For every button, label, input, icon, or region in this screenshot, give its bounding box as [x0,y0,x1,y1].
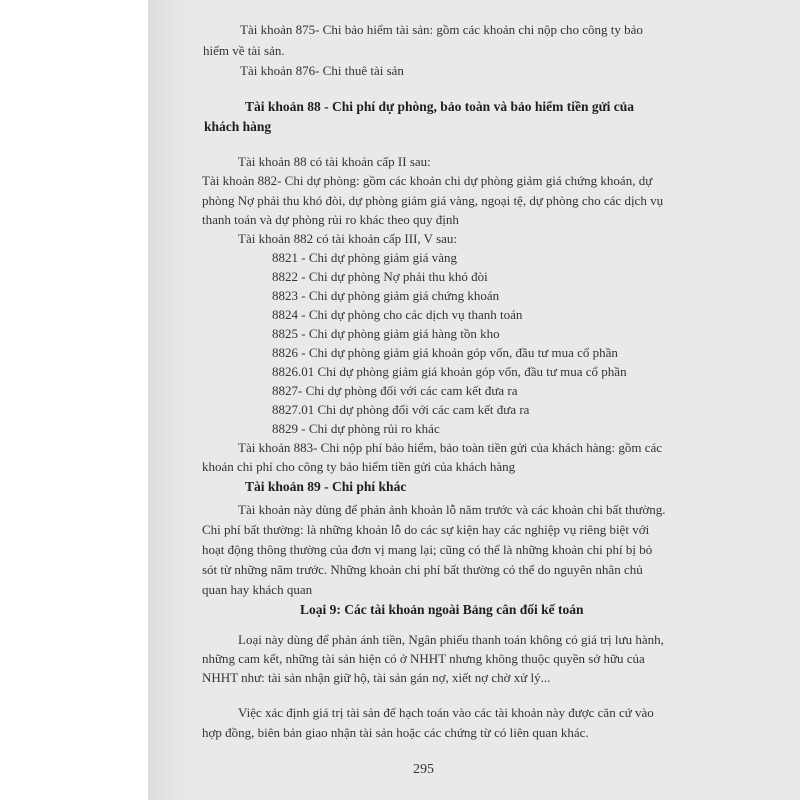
list-item: 8824 - Chi dự phòng cho các dịch vụ thanh toán [272,307,523,322]
text-line: khoản chi phí cho công ty bảo hiểm tiền gửi của khách hàng [202,459,516,474]
text-line: Tài khoản 876- Chi thuê tài sản [240,63,404,78]
text-line: những cam kết, những tài sản hiện có ở NHHT nhưng không thuộc quyền sở hữu của [202,651,645,666]
section-heading: Tài khoản 89 - Chi phí khác [245,479,407,494]
list-item: 8823 - Chi dự phòng giảm giá chứng khoán [272,288,500,303]
section-heading: Tài khoản 88 - Chi phí dự phòng, bảo toàn và bảo hiểm tiền gửi của [245,99,635,114]
text-line: thanh toán và dự phòng rủi ro khác theo quy định [202,212,459,227]
text-line: quan hay khách quan [202,582,313,597]
text-line: sót từ những năm trước. Những khoản chi phí bất thường có thể do nguyên nhân chủ [202,562,643,577]
list-item: 8827- Chi dự phòng đối với các cam kết đưa ra [272,383,518,398]
text-line: Việc xác định giá trị tài sản để hạch toán vào các tài khoản này được căn cứ vào [238,705,654,720]
text-line: hiểm về tài sản. [203,43,285,58]
text-line: phòng Nợ phải thu khó đòi, dự phòng giảm giá vàng, ngoại tệ, dự phòng cho các dịch vụ [202,193,664,208]
list-item: 8825 - Chi dự phòng giảm giá hàng tồn kho [272,326,500,341]
list-item: 8829 - Chi dự phòng rủi ro khác [272,421,440,436]
section-heading-cont: khách hàng [204,119,272,134]
text-line: Tài khoản 88 có tài khoản cấp II sau: [238,154,431,169]
list-item: 8826.01 Chi dự phòng giảm giá khoản góp vốn, đầu tư mua cổ phần [272,364,627,379]
text-line: Tài khoản 882- Chi dự phòng: gồm các khoản chi dự phòng giảm giá chứng khoán, dự [202,173,653,188]
text-line: hoạt động thông thường của đơn vị mang lại; cũng có thể là những khoản chi phí bị bỏ [202,542,653,557]
list-item: 8822 - Chi dự phòng Nợ phải thu khó đòi [272,269,488,284]
text-line: Tài khoản 882 có tài khoản cấp III, V sau: [238,231,458,246]
text-line: Loại này dùng để phản ánh tiền, Ngân phiếu thanh toán không có giá trị lưu hành, [238,632,664,647]
text-line: Tài khoản 875- Chi bảo hiểm tài sản: gồm các khoản chi nộp cho công ty bảo [240,22,643,37]
text-line: Tài khoản này dùng để phản ảnh khoản lỗ năm trước và các khoản chi bất thường. [238,502,666,517]
page-number: 295 [413,762,434,777]
list-item: 8826 - Chi dự phòng giảm giá khoản góp vốn, đầu tư mua cổ phần [272,345,618,360]
text-line: hợp đồng, biên bản giao nhận tài sản hoặc các chứng từ có liên quan khác. [202,725,589,740]
text-line: Tài khoản 883- Chi nộp phí bảo hiểm, bảo toàn tiền gửi của khách hàng: gồm các [238,440,663,455]
text-line: Chi phí bất thường: là những khoản lỗ do các sự kiện hay các nghiệp vụ riêng biệt với [202,522,650,537]
list-item: 8821 - Chi dự phòng giảm giá vàng [272,250,458,265]
list-item: 8827.01 Chi dự phòng đối với các cam kết đưa ra [272,402,530,417]
text-line: NHHT như: tài sản nhận giữ hộ, tài sản gán nợ, xiết nợ chờ xử lý... [202,670,551,685]
section-heading: Loại 9: Các tài khoản ngoài Bảng cân đối kế toán [300,602,584,617]
paper-sheet [148,0,800,800]
